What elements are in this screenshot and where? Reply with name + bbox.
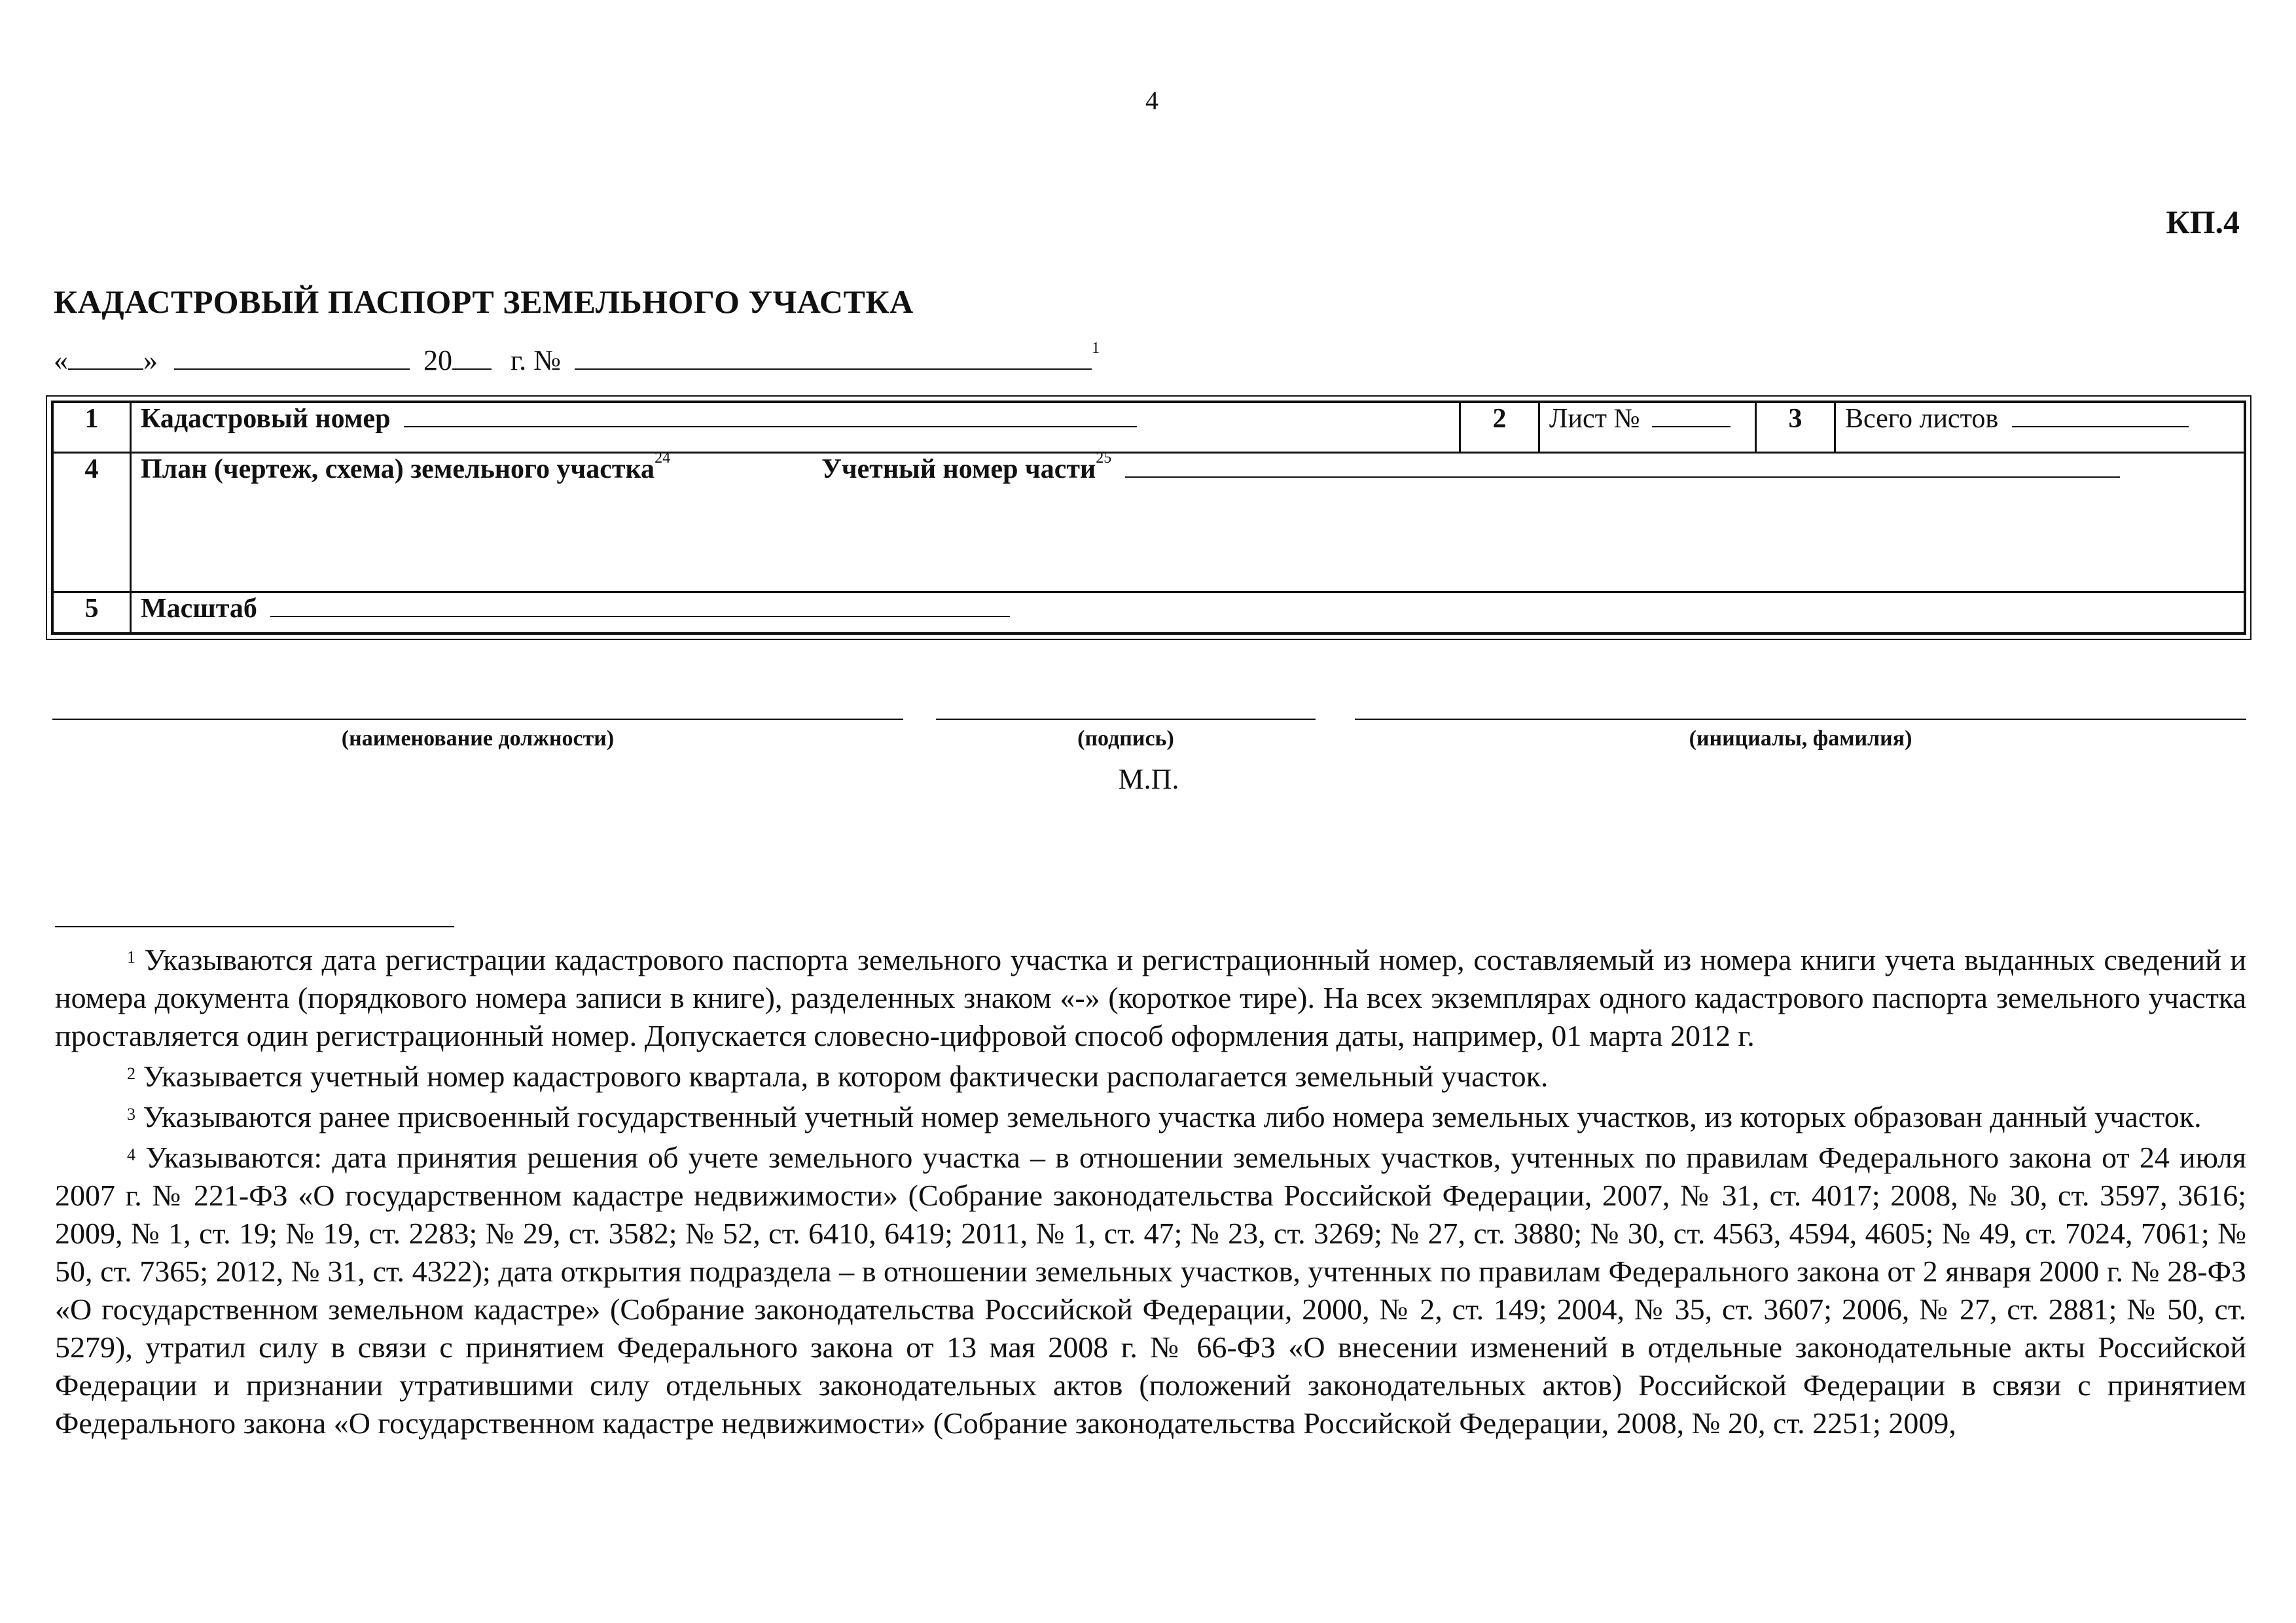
scale-label: Масштаб — [141, 594, 257, 624]
stamp-place: М.П. — [1118, 763, 1179, 795]
footnote-separator — [55, 926, 454, 927]
footnote-1 — [55, 941, 2246, 1055]
footnotes — [55, 941, 2246, 1445]
footnote-ref: 25 — [1096, 450, 1112, 467]
footnote-number: 1 — [127, 948, 135, 967]
day-field[interactable] — [68, 346, 143, 370]
cadastral-number-field[interactable] — [404, 406, 1137, 427]
footnote-text: Указываются ранее присвоенный государственный учетный номер земельного участка либо номера земельных участков, из которых образован данный участок. — [143, 1100, 2202, 1133]
name-caption: (инициалы, фамилия) — [1689, 726, 1912, 751]
sheet-number-cell — [1539, 402, 1756, 453]
footnote-4 — [55, 1139, 2246, 1442]
part-number-label: Учетный номер части — [821, 454, 1096, 484]
cadastral-form-table — [51, 401, 2246, 635]
page-number: 4 — [1145, 86, 1158, 115]
signature-caption: (подпись) — [1077, 726, 1174, 751]
row-number: 5 — [52, 592, 131, 634]
footnote-text: Указываются: дата принятия решения об учете земельного участка – в отношении земельных участков, учтенных по правилам Федерального закона от 24 июля 2007 г. № 221-ФЗ «О государственном кадастре недвижимости» (Собрание законодательства Российской Федерации, 2007, № 31, ст. 4017; 2008, № 30, ст. 3597, 3616; 2009, № 1, ст. 19; № 19, ст. 2283; № 29, ст. 3582; № 52, ст. 6410, 6419; 2011, № 1, ст. 47; № 23, ст. 3269; № 27, ст. 3880; № 30, ст. 4563, 4594, 4605; № 49, ст. 7024, 7061; № 50, ст. 7365; 2012, № 31, ст. 4322); дата открытия подраздела – в отношении земельных участков, учтенных по правилам Федерального закона от 2 января 2000 г. № 28-ФЗ «О государственном земельном кадастре» (Собрание законодательства Российской Федерации, 2000, № 2, ст. 149; 2004, № 35, ст. 3607; 2006, № 27, ст. 2881; № 50, ст. 5279), утратил силу в связи с принятием Федерального закона от 13 мая 2008 г. № 66-ФЗ «О внесении изменений в отдельные законодательные акты Российской Федерации и признании утратившими силу отдельных законодательных актов (положений законодательных актов) Российской Федерации в связи с принятием Федерального закона «О государственном кадастре недвижимости» (Собрание законодательства Российской Федерации, 2008, № 20, ст. 2251; 2009, — [55, 1141, 2247, 1440]
footnote-text: Указывается учетный номер кадастрового квартала, в котором фактически располагается земельный участок. — [143, 1060, 1549, 1093]
total-sheets-field[interactable] — [2012, 406, 2189, 427]
row-number: 3 — [1756, 402, 1835, 453]
cadastral-number-cell — [131, 402, 1460, 453]
date-number-line — [54, 340, 1100, 377]
position-caption: (наименование должности) — [341, 726, 615, 751]
year-prefix: 20 — [423, 344, 452, 376]
sheet-number-label: Лист № — [1549, 404, 1640, 434]
month-field[interactable] — [174, 346, 410, 370]
date-open-quote: « — [54, 344, 68, 376]
row-number: 2 — [1460, 402, 1539, 453]
row-number: 1 — [52, 402, 131, 453]
sheet-number-field[interactable] — [1652, 406, 1731, 427]
scale-cell — [131, 592, 2246, 634]
form-row-4 — [52, 453, 2245, 592]
position-signature-line[interactable] — [52, 719, 903, 720]
year-field[interactable] — [452, 346, 492, 370]
number-label: г. № — [511, 344, 562, 376]
footnote-ref: 24 — [655, 450, 671, 467]
footnote-text: Указываются дата регистрации кадастрового паспорта земельного участка и регистрационный номер, составляемый из номера книги учета выданных сведений и номера документа (порядкового номера записи в книге), разделенных знаком «-» (короткое тире). На всех экземплярах одного кадастрового паспорта земельного участка проставляется один регистрационный номер. Допускается словесно-цифровой способ оформления даты, например, 01 марта 2012 г. — [55, 943, 2246, 1052]
registration-number-field[interactable] — [575, 346, 1092, 370]
footnote-2 — [55, 1058, 2246, 1096]
plan-label: План (чертеж, схема) земельного участка — [141, 454, 655, 484]
signature-line[interactable] — [936, 719, 1316, 720]
footnote-number: 4 — [127, 1145, 135, 1164]
footnote-number: 2 — [127, 1064, 135, 1083]
scale-field[interactable] — [270, 596, 1010, 617]
footnote-number: 3 — [127, 1105, 135, 1124]
footnote-ref: 1 — [1092, 340, 1100, 357]
name-signature-line[interactable] — [1355, 719, 2246, 720]
total-sheets-label: Всего листов — [1845, 404, 1999, 434]
form-row-5 — [52, 592, 2245, 634]
form-code: КП.4 — [2166, 204, 2240, 240]
document-title: КАДАСТРОВЫЙ ПАСПОРТ ЗЕМЕЛЬНОГО УЧАСТКА — [54, 283, 914, 320]
cadastral-number-label: Кадастровый номер — [141, 404, 391, 434]
footnote-3 — [55, 1098, 2246, 1136]
date-close-quote: » — [143, 344, 158, 376]
plan-cell[interactable] — [131, 450, 2246, 592]
part-number-field[interactable] — [1125, 457, 2120, 478]
form-row-1 — [52, 402, 2245, 453]
row-number: 4 — [52, 453, 131, 592]
total-sheets-cell — [1835, 402, 2246, 453]
